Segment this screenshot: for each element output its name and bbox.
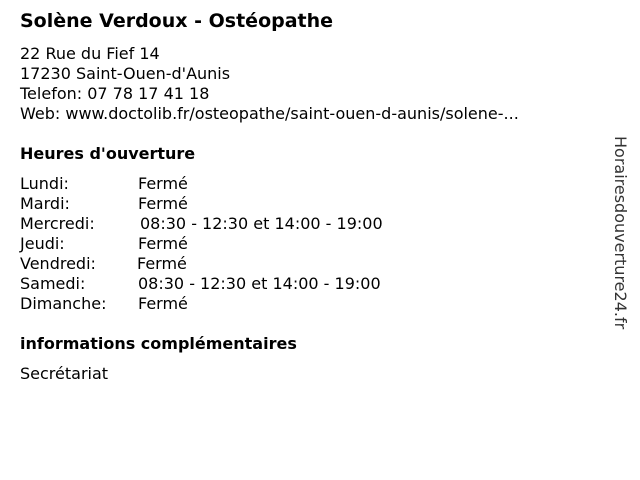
day-hours: 08:30 - 12:30 et 14:00 - 19:00 [140,214,383,233]
day-label: Jeudi: [20,234,65,253]
day-hours: Fermé [138,174,188,193]
day-hours: Fermé [138,194,188,213]
day-label: Mardi: [20,194,70,213]
day-hours: Fermé [138,294,188,313]
phone-number: Telefon: 07 78 17 41 18 [20,84,210,103]
website-link[interactable]: Web: www.doctolib.fr/osteopathe/saint-ouen-d-aunis/solene-... [20,104,519,123]
opening-hours-heading: Heures d'ouverture [20,144,196,163]
additional-info-text: Secrétariat [20,364,109,383]
address-line-1: 22 Rue du Fief 14 [20,44,160,63]
site-watermark: Horairesdouverture24.fr [611,136,630,330]
day-hours: Fermé [137,254,187,273]
additional-info-heading: informations complémentaires [20,334,297,353]
day-label: Samedi: [20,274,86,293]
contact-info [20,44,519,124]
address-line-2: 17230 Saint-Ouen-d'Aunis [20,64,231,83]
business-title: Solène Verdoux - Ostéopathe [20,10,334,32]
day-label: Lundi: [20,174,69,193]
day-hours: 08:30 - 12:30 et 14:00 - 19:00 [138,274,381,293]
day-label: Vendredi: [20,254,96,273]
day-label: Mercredi: [20,214,95,233]
day-hours: Fermé [138,234,188,253]
day-label: Dimanche: [20,294,107,313]
